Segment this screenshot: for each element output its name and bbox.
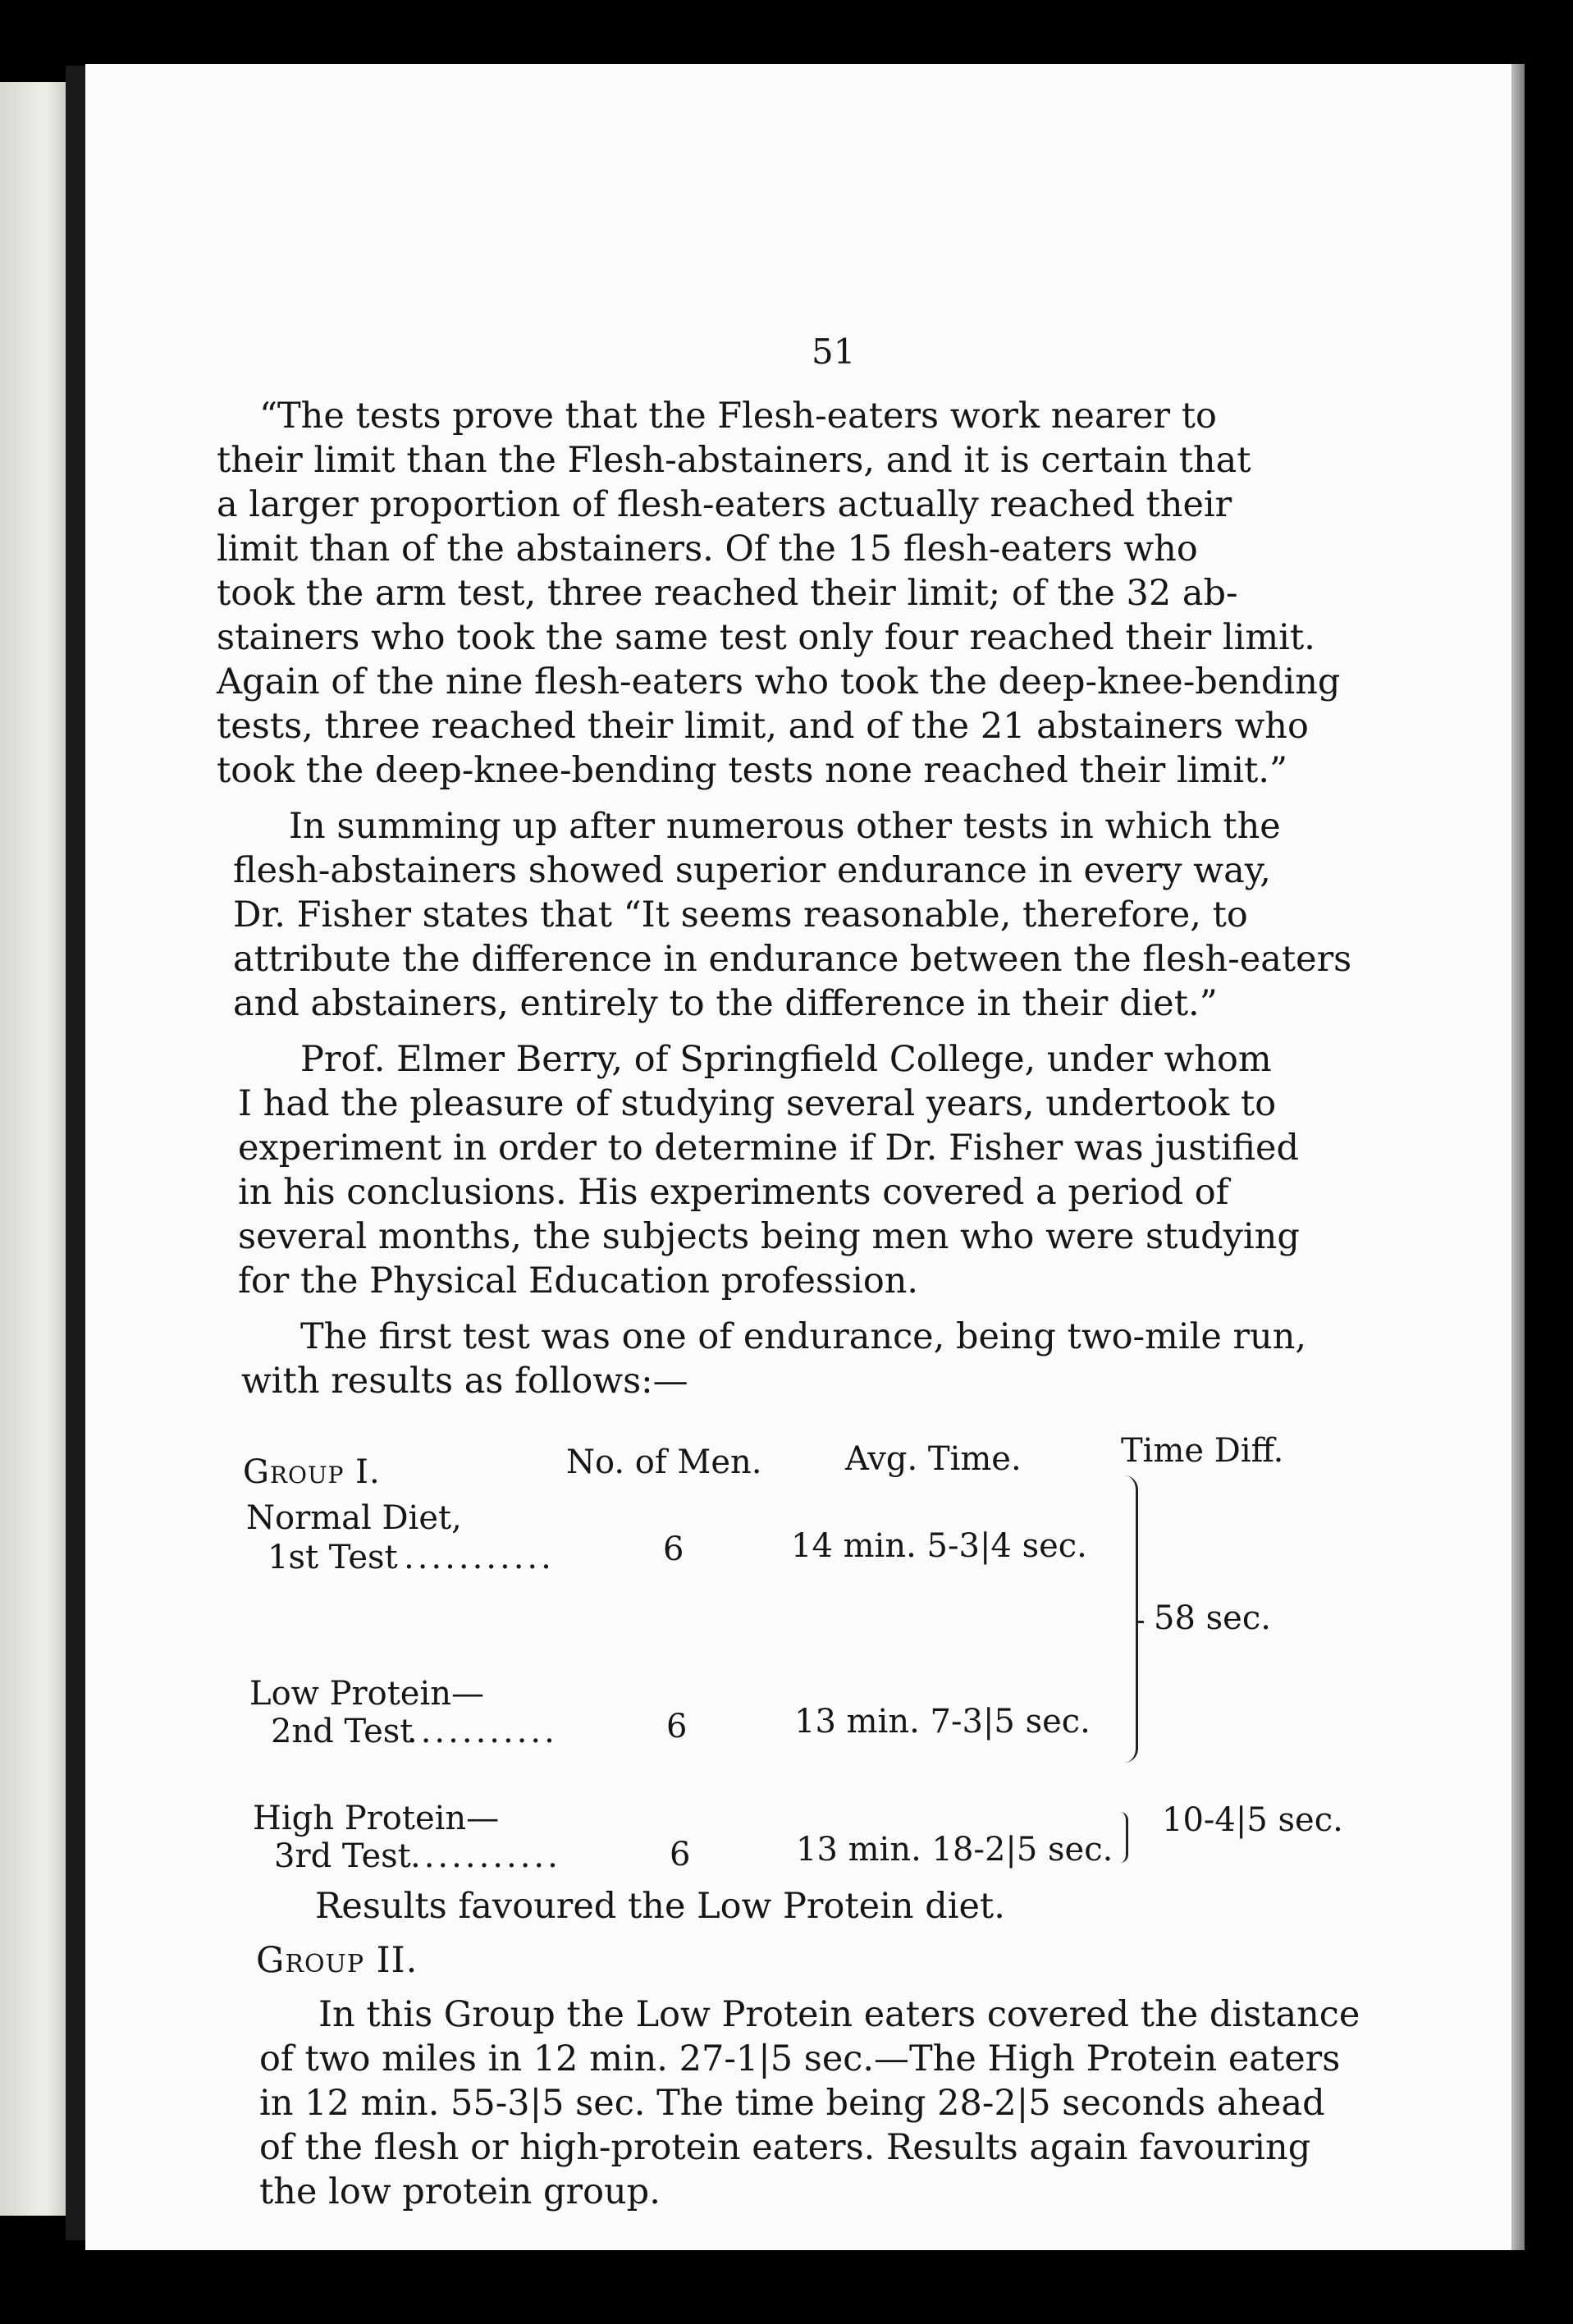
- book-page: [85, 64, 1511, 2250]
- group-2-line-2: of two miles in 12 min. 27-1|5 sec.—The High Protein eaters: [259, 2038, 1341, 2079]
- small-brace-top-icon: [1119, 1812, 1128, 1838]
- paragraph-2-line-3: Dr. Fisher states that “It seems reasonable, therefore, to: [233, 894, 1248, 936]
- brace-bottom-icon: [1124, 1623, 1138, 1763]
- group-2-line-1: In this Group the Low Protein eaters covered the distance: [318, 1994, 1360, 2035]
- paragraph-2-line-5: and abstainers, entirely to the difference in their diet.”: [233, 983, 1218, 1024]
- time-diff-1: 58 sec.: [1154, 1599, 1271, 1637]
- group-2-line-5: the low protein group.: [259, 2171, 661, 2212]
- paragraph-1-line-5: took the arm test, three reached their limit; of the 32 ab-: [217, 573, 1238, 614]
- paragraph-1-line-3: a larger proportion of flesh-eaters actually reached their: [217, 484, 1232, 525]
- table-row-3-label-line-2: 3rd Test: [274, 1837, 411, 1875]
- group-2-heading: Group II.: [256, 1940, 418, 1981]
- paragraph-1-line-4: limit than of the abstainers. Of the 15 flesh-eaters who: [217, 528, 1198, 570]
- paragraph-2-line-1: In summing up after numerous other tests in which the: [289, 806, 1281, 847]
- table-row-2-leader-dots: ...........: [407, 1713, 558, 1750]
- table-row-1-label-line-1: Normal Diet,: [246, 1499, 462, 1537]
- paragraph-1-line-9: took the deep-knee-bending tests none reached their limit.”: [217, 750, 1287, 791]
- page-number: 51: [812, 332, 856, 372]
- previous-page-edge: [0, 82, 66, 2216]
- table-result-line: Results favoured the Low Protein diet.: [315, 1886, 1005, 1927]
- table-row-1-label-line-2: 1st Test: [268, 1539, 398, 1576]
- paragraph-1-line-6: stainers who took the same test only four reached their limit.: [217, 617, 1315, 658]
- paragraph-1-line-2: their limit than the Flesh-abstainers, and it is certain that: [217, 440, 1251, 481]
- paragraph-3-line-5: several months, the subjects being men who were studying: [238, 1216, 1300, 1257]
- table-header-men: No. of Men.: [566, 1443, 762, 1481]
- brace-point-icon: [1136, 1621, 1144, 1623]
- table-header-group: Group I.: [243, 1453, 381, 1491]
- table-row-2-label-line-2: 2nd Test: [271, 1713, 414, 1750]
- book-spine: [66, 66, 85, 2240]
- table-row-3-label-line-1: High Protein—: [253, 1800, 500, 1837]
- table-row-1-men: 6: [663, 1530, 684, 1568]
- table-row-1-time: 14 min. 5-3|4 sec.: [791, 1527, 1087, 1565]
- paragraph-3-line-3: experiment in order to determine if Dr. Fisher was justified: [238, 1128, 1299, 1169]
- time-diff-2: 10-4|5 sec.: [1162, 1801, 1343, 1839]
- paragraph-4-line-1: The first test was one of endurance, being two-mile run,: [300, 1316, 1307, 1357]
- paragraph-1-line-1: “The tests prove that the Flesh-eaters work nearer to: [259, 396, 1217, 437]
- paragraph-3-line-6: for the Physical Education profession.: [238, 1260, 919, 1302]
- table-row-2-label-line-1: Low Protein—: [249, 1675, 485, 1713]
- paragraph-3-line-4: in his conclusions. His experiments covered a period of: [238, 1172, 1229, 1213]
- table-row-3-time: 13 min. 18-2|5 sec.: [796, 1831, 1113, 1869]
- table-row-3-men: 6: [670, 1836, 691, 1873]
- table-header-time: Avg. Time.: [845, 1440, 1022, 1478]
- table-row-1-leader-dots: ...........: [404, 1539, 555, 1576]
- table-header-diff: Time Diff.: [1121, 1432, 1284, 1470]
- page-right-edge-shadow: [1511, 64, 1525, 2250]
- paragraph-2-line-2: flesh-abstainers showed superior endurance in every way,: [233, 850, 1271, 891]
- group-2-line-3: in 12 min. 55-3|5 sec. The time being 28-2|5 seconds ahead: [259, 2083, 1325, 2124]
- paragraph-1-line-8: tests, three reached their limit, and of the 21 abstainers who: [217, 706, 1309, 747]
- table-row-2-time: 13 min. 7-3|5 sec.: [794, 1703, 1091, 1741]
- paragraph-4-line-2: with results as follows:—: [241, 1361, 688, 1402]
- paragraph-3-line-1: Prof. Elmer Berry, of Springfield College, under whom: [300, 1039, 1272, 1080]
- brace-top-icon: [1124, 1475, 1138, 1623]
- paragraph-2-line-4: attribute the difference in endurance between the flesh-eaters: [233, 939, 1352, 980]
- small-brace-bottom-icon: [1119, 1838, 1128, 1863]
- group-2-line-4: of the flesh or high-protein eaters. Results again favouring: [259, 2127, 1311, 2168]
- table-row-3-leader-dots: ...........: [410, 1837, 561, 1875]
- paragraph-1-line-7: Again of the nine flesh-eaters who took the deep-knee-bending: [217, 661, 1341, 702]
- paragraph-3-line-2: I had the pleasure of studying several years, undertook to: [238, 1083, 1277, 1124]
- table-row-2-men: 6: [666, 1708, 688, 1745]
